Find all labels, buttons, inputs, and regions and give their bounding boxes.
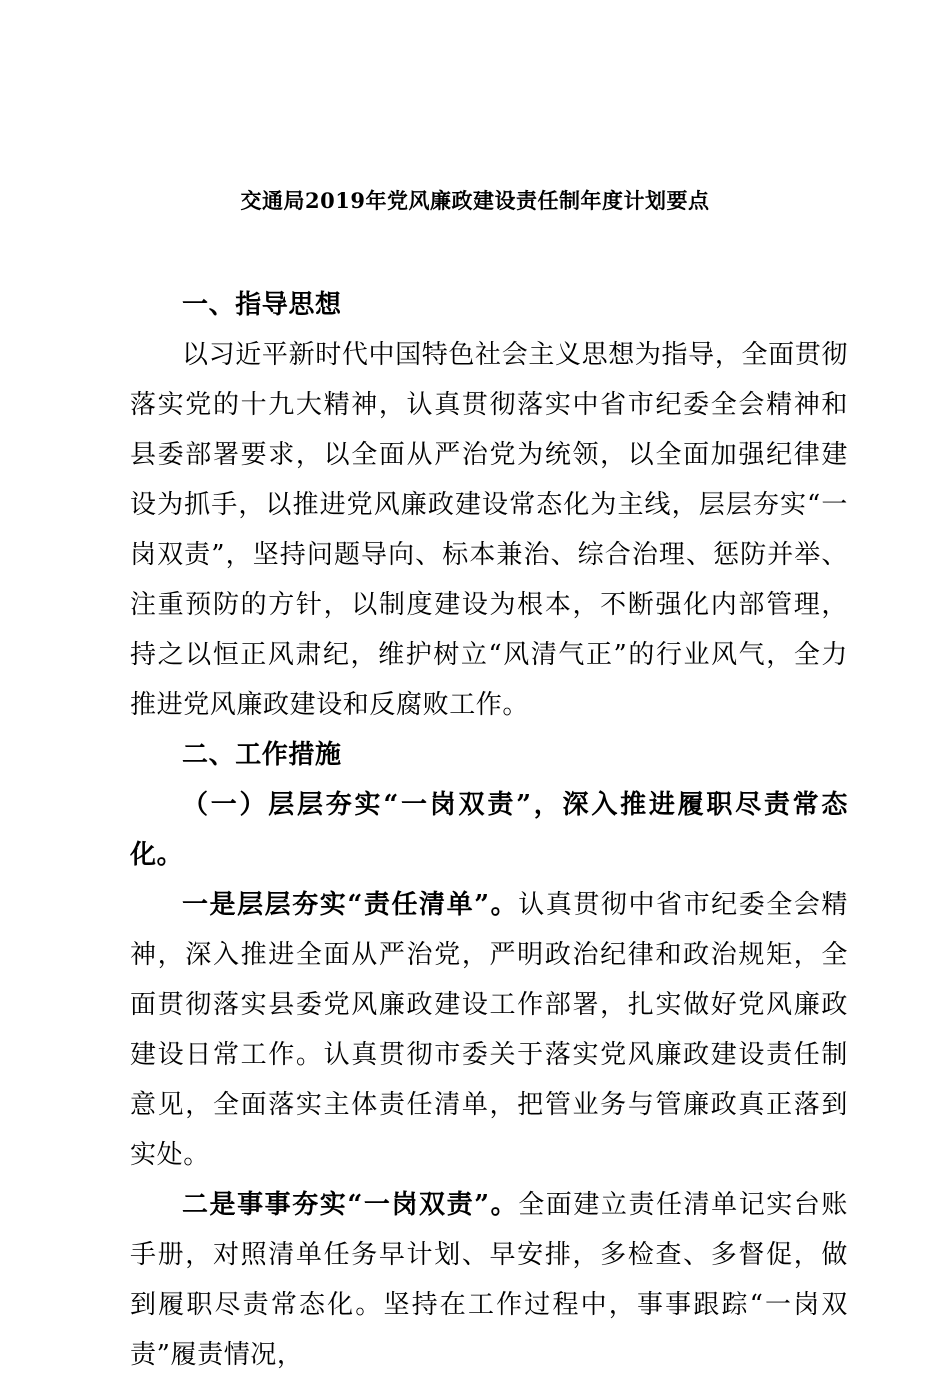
item-1-lead: 一是层层夯实“责任清单”。 [182,890,519,920]
subsection-heading-one-post-two-duties: （一）层层夯实“一岗双责”，深入推进履职尽责常态化。 [130,790,848,870]
section-heading-work-measures: 二、工作措施 [182,740,342,770]
document-title: 交通局2019年党风廉政建设责任制年度计划要点 [240,188,710,213]
item-2-lead: 二是事事夯实“一岗双责”。 [182,1190,519,1220]
item-2-text: 全面建立责任清单记实台账手册，对照清单任务早计划、早安排，多检查、多督促，做到履职尽责常态化。坚持在工作过程中，事事跟踪“一岗双责”履责情况， [130,1190,848,1370]
paragraph-guiding-ideology: 以习近平新时代中国特色社会主义思想为指导，全面贯彻落实党的十九大精神，认真贯彻落实中省市纪委全会精神和县委部署要求，以全面从严治党为统领，以全面加强纪律建设为抓手，以推进党风廉政建设常态化为主线，层层夯实“一岗双责”，坚持问题导向、标本兼治、综合治理、惩防并举、注重预防的方针，以制度建设为根本，不断强化内部管理，持之以恒正风肃纪，维护树立“风清气正”的行业风气，全力推进党风廉政建设和反腐败工作。 [130,340,848,720]
document-body [130,280,848,1380]
paragraph-item-1 [130,880,848,1180]
paragraph-item-2 [130,1180,848,1380]
section-heading-guiding-ideology: 一、指导思想 [182,290,342,320]
item-1-text: 认真贯彻中省市纪委全会精神，深入推进全面从严治党，严明政治纪律和政治规矩，全面贯彻落实县委党风廉政建设工作部署，扎实做好党风廉政建设日常工作。认真贯彻市委关于落实党风廉政建设责任制意见，全面落实主体责任清单，把管业务与管廉政真正落到实处。 [130,890,848,1170]
